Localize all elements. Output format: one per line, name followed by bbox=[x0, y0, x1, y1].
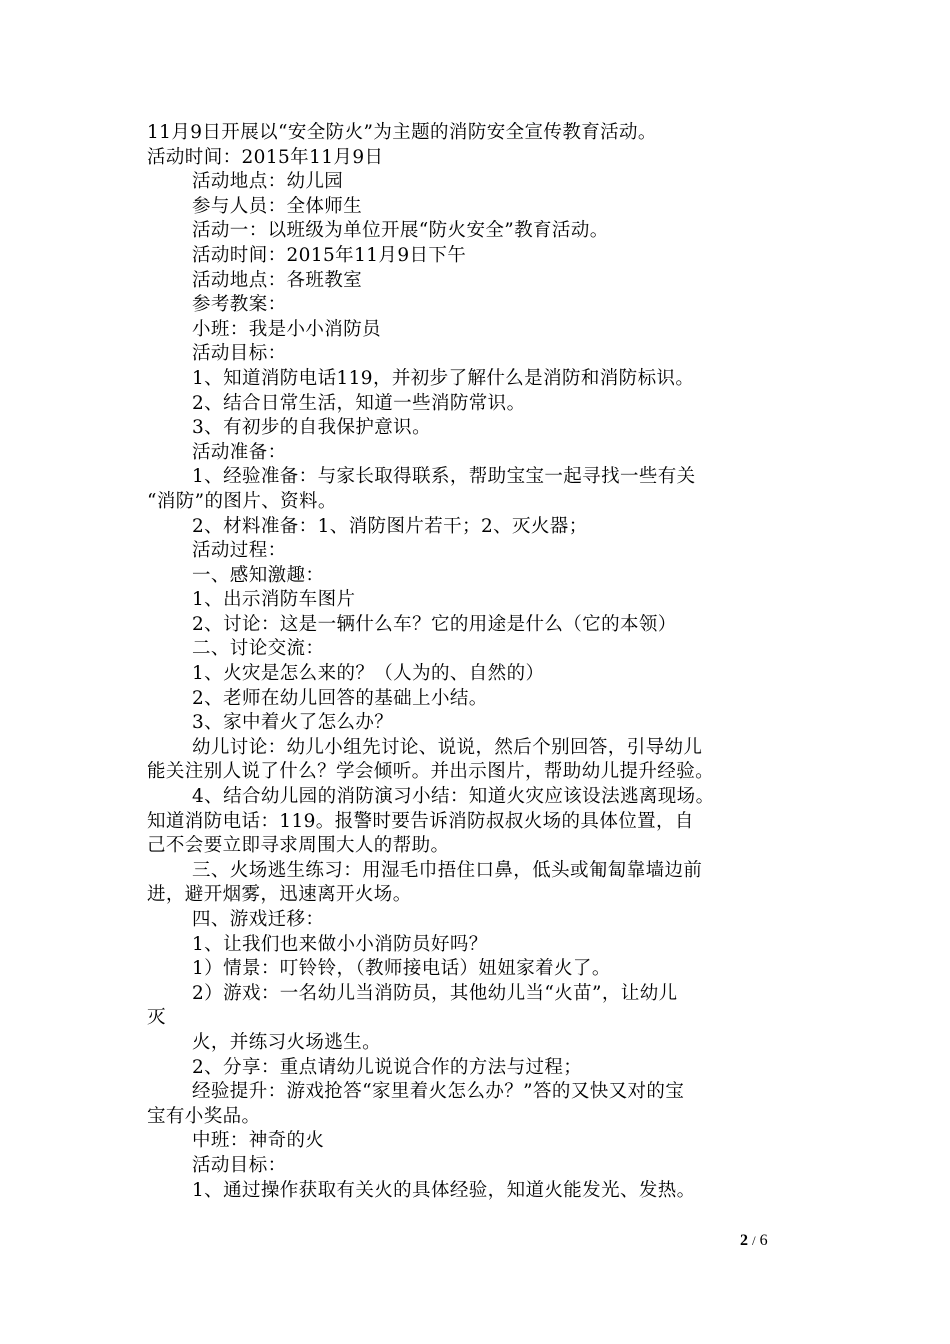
text-line: 2、材料准备：1、消防图片若干；2、灭火器； bbox=[192, 515, 588, 537]
text-line: 己不会要立即寻求周围大人的帮助。 bbox=[147, 835, 450, 857]
text-line: 幼儿讨论：幼儿小组先讨论、说说，然后个别回答，引导幼儿 bbox=[192, 736, 703, 758]
text-line: 参与人员：全体师生 bbox=[192, 195, 363, 217]
text-line: 2、分享：重点请幼儿说说合作的方法与过程； bbox=[192, 1056, 583, 1078]
text-line: 活动时间：2015年11月9日 bbox=[147, 146, 384, 168]
text-line: 四、游戏迁移： bbox=[192, 909, 325, 930]
text-line: 2、讨论：这是一辆什么车？它的用途是什么（它的本领） bbox=[192, 613, 677, 635]
document-body bbox=[147, 121, 827, 1203]
text-line: 参考教案： bbox=[192, 294, 287, 316]
text-line: 4、结合幼儿园的消防演习小结：知道火灾应该设法逃离现场。 bbox=[192, 786, 715, 808]
text-line: 宝有小奖品。 bbox=[147, 1105, 261, 1127]
text-line: 1、火灾是怎么来的？（人为的、自然的） bbox=[192, 663, 545, 685]
text-line: 活动一：以班级为单位开展“防火安全”教育活动。 bbox=[192, 220, 609, 242]
text-line: 1）情景：叮铃铃，（教师接电话）妞妞家着火了。 bbox=[192, 958, 611, 980]
text-line: 火，并练习火场逃生。 bbox=[192, 1031, 382, 1053]
text-line: 1、经验准备：与家长取得联系，帮助宝宝一起寻找一些有关 bbox=[192, 466, 696, 488]
text-line: 1、让我们也来做小小消防员好吗？ bbox=[192, 933, 488, 955]
text-line: 2、结合日常生活，知道一些消防常识。 bbox=[192, 392, 526, 414]
text-line: 1、知道消防电话119，并初步了解什么是消防和消防标识。 bbox=[192, 367, 695, 389]
text-line: 活动过程： bbox=[192, 540, 287, 562]
text-line: 1、通过操作获取有关火的具体经验，知道火能发光、发热。 bbox=[192, 1179, 696, 1201]
current-page-number: 2 bbox=[740, 1232, 748, 1249]
text-line: 进，避开烟雾，迅速离开火场。 bbox=[147, 884, 412, 906]
text-line: 3、家中着火了怎么办？ bbox=[192, 712, 394, 734]
text-line: 3、有初步的自我保护意识。 bbox=[192, 417, 431, 439]
text-line: “消防”的图片、资料。 bbox=[147, 490, 337, 512]
text-line: 小班：我是小小消防员 bbox=[192, 318, 382, 340]
total-page-count: 6 bbox=[759, 1232, 768, 1249]
text-line: 经验提升：游戏抢答“家里着火怎么办？”答的又快又对的宝 bbox=[192, 1081, 685, 1103]
page-separator: / bbox=[752, 1233, 756, 1248]
text-line: 三、火场逃生练习：用湿毛巾捂住口鼻，低头或匍匐靠墙边前 bbox=[192, 859, 703, 881]
text-line: 一、感知激趣： bbox=[192, 564, 325, 586]
text-line: 二、讨论交流： bbox=[192, 638, 325, 660]
text-line: 活动目标： bbox=[192, 343, 287, 365]
text-line: 活动目标： bbox=[192, 1154, 287, 1176]
text-line: 知道消防电话：119。报警时要告诉消防叔叔火场的具体位置，自 bbox=[147, 810, 694, 832]
text-line: 活动准备： bbox=[192, 441, 287, 463]
text-line: 能关注别人说了什么？学会倾听。并出示图片，帮助幼儿提升经验。 bbox=[147, 761, 715, 783]
page-number bbox=[740, 1232, 768, 1250]
text-line: 11月9日开展以“安全防火”为主题的消防安全宣传教育活动。 bbox=[147, 122, 657, 143]
text-line: 2、老师在幼儿回答的基础上小结。 bbox=[192, 687, 488, 709]
text-line: 2）游戏：一名幼儿当消防员，其他幼儿当“火苗”，让幼儿 bbox=[192, 982, 678, 1004]
text-line: 活动地点：各班教室 bbox=[192, 269, 363, 291]
text-line: 中班：神奇的火 bbox=[192, 1130, 325, 1152]
text-line: 1、出示消防车图片 bbox=[192, 589, 356, 611]
text-line: 活动地点：幼儿园 bbox=[192, 171, 344, 193]
text-line: 灭 bbox=[147, 1007, 166, 1029]
text-line: 活动时间：2015年11月9日下午 bbox=[192, 244, 467, 266]
